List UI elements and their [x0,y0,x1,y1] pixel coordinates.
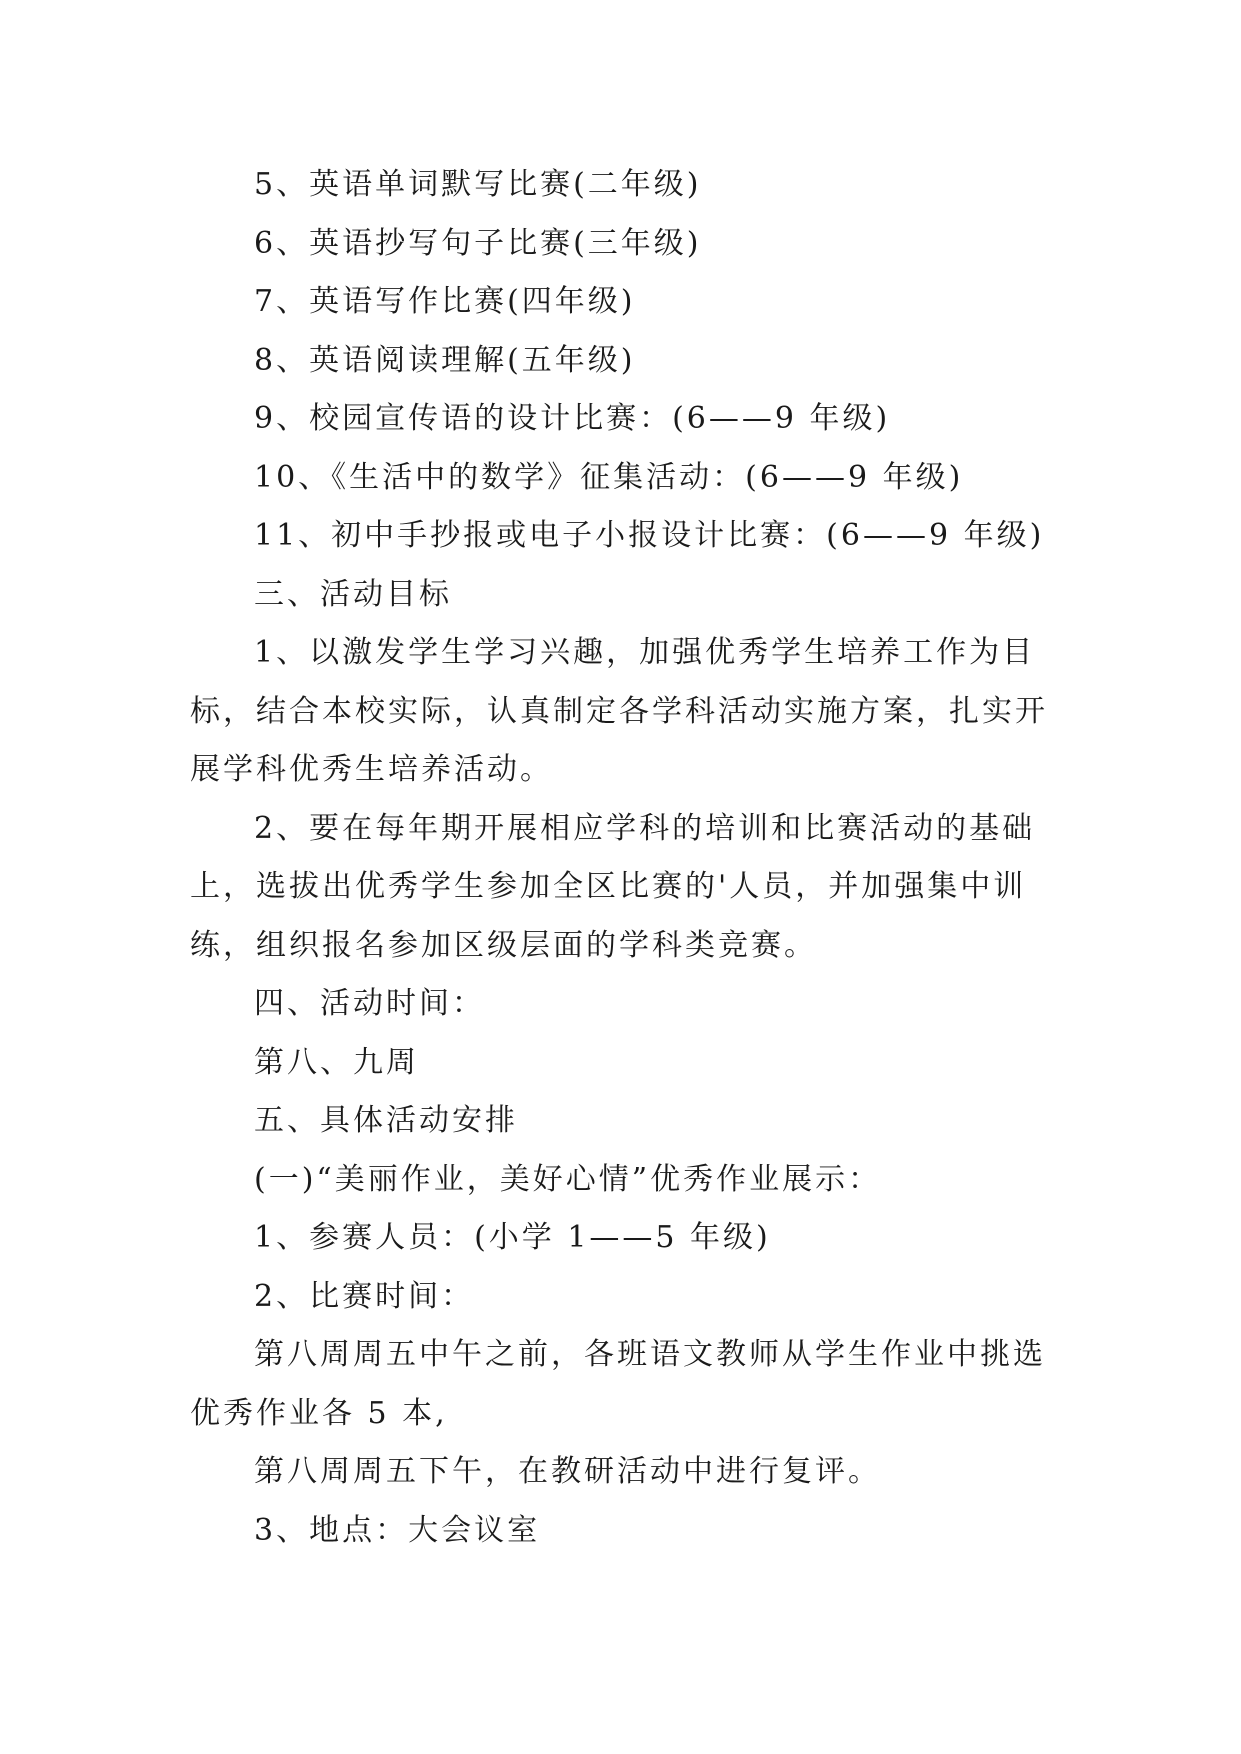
text-line: (一)“美丽作业，美好心情”优秀作业展示： [254,1161,882,1197]
text-line: 8、英语阅读理解(五年级) [254,342,636,378]
document-body [190,156,1052,1560]
text-line: 11、初中手抄报或电子小报设计比赛：(6——9 年级) [254,518,1045,553]
text-line: 6、英语抄写句子比赛(三年级) [254,225,702,261]
text-line: 10、《生活中的数学》征集活动：(6——9 年级) [254,459,964,495]
text-line: 3、地点：大会议室 [254,1512,541,1548]
text-line: 四、活动时间： [254,986,485,1021]
text-line: 第八周周五中午之前，各班语文教师从学生作业中挑选 [254,1337,1046,1372]
text-line: 优秀作业各 5 本, [190,1395,448,1431]
text-line: 7、英语写作比赛(四年级) [254,284,636,319]
text-line: 2、要在每年期开展相应学科的培训和比赛活动的基础 [254,810,1036,846]
text-line: 标，结合本校实际，认真制定各学科活动实施方案，扎实开 [190,693,1048,729]
text-line: 五、具体活动安排 [254,1103,518,1138]
text-line: 2、比赛时间： [254,1278,475,1314]
text-line: 练，组织报名参加区级层面的学科类竞赛。 [190,927,817,963]
text-line: 上，选拔出优秀学生参加全区比赛的'人员，并加强集中训 [190,869,1027,904]
text-line: 第八周周五下午，在教研活动中进行复评。 [254,1454,881,1489]
text-line: 1、以激发学生学习兴趣，加强优秀学生培养工作为目 [254,635,1036,670]
text-line: 1、参赛人员：(小学 1——5 年级) [254,1220,771,1255]
text-line: 第八、九周 [254,1044,419,1080]
text-line: 展学科优秀生培养活动。 [190,752,553,787]
text-line: 三、活动目标 [254,576,452,612]
text-line: 5、英语单词默写比赛(二年级) [254,167,702,202]
text-line: 9、校园宣传语的设计比赛：(6——9 年级) [254,401,891,436]
